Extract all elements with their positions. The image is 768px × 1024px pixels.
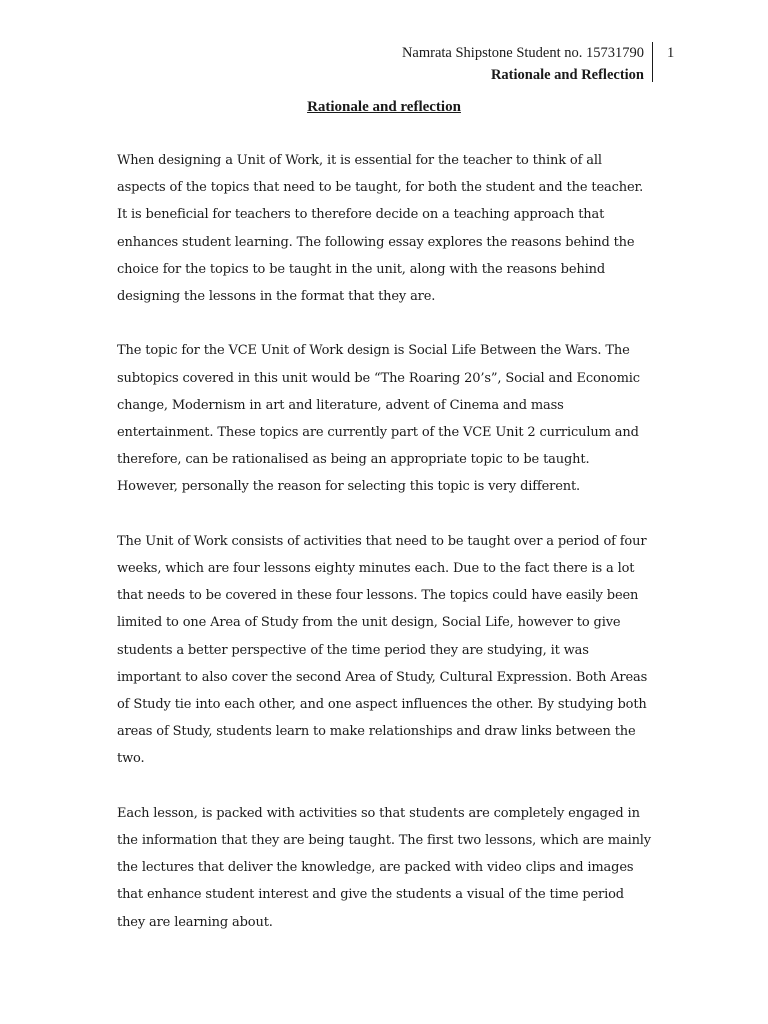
page-header [402,42,653,82]
paragraph: The Unit of Work consists of activities that need to be taught over a period of four weeks, which are four lessons eighty minutes each. Due to the fact there is a lot that needs to be covered in these four lessons. The topics could have easily been limited to one Area of Study from the unit design, Social Life, however to give students a better perspective of the time period they are studying, it was important to also cover the second Area of Study, Cultural Expression. Both Areas of Study tie into each other, and one aspect influences the other. By studying both areas of Study, students learn to make relationships and draw links between the two. [117,533,648,767]
paragraph: Each lesson, is packed with activities so that students are completely engaged in the information that they are being taught. The first two lessons, which are mainly the lectures that deliver the knowledge, are packed with video clips and images that enhance student interest and give the students a visual of the time period they are learning about. [117,805,652,930]
document-body [117,147,651,963]
paragraph: The topic for the VCE Unit of Work design is Social Life Between the Wars. The subtopics covered in this unit would be “The Roaring 20’s”, Social and Economic change, Modernism in art and literature, advent of Cinema and mass entertainment. These topics are currently part of the VCE Unit 2 curriculum and therefore, can be rationalised as being an appropriate topic to be taught. However, personally the reason for selecting this topic is very different. [117,343,640,495]
page-number: 1 [667,45,675,61]
document-title-text: Rationale and reflection [307,99,461,115]
header-author-line: Namrata Shipstone Student no. 15731790 [401,45,644,61]
paragraph: When designing a Unit of Work, it is essential for the teacher to think of all aspects of the topics that need to be taught, for both the student and the teacher. It is beneficial for teachers to therefore decide on a teaching approach that enhances student learning. The following essay explores the reasons behind the choice for the topics to be taught in the unit, along with the reasons behind designing the lessons in the format that they are. [117,153,644,305]
header-document-title: Rationale and Reflection [490,67,644,83]
document-title [0,96,768,118]
